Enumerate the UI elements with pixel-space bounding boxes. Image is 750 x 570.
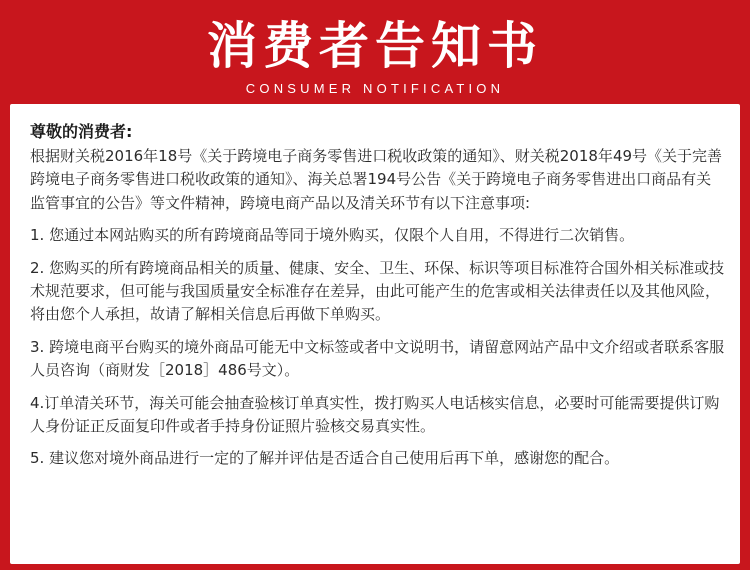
intro-paragraph: 根据财关税2016年18号《关于跨境电子商务零售进口税收政策的通知》、财关税2018年49号《关于完善跨境电子商务零售进口税收政策的通知》、海关总署194号公告《关于跨境电子商务零售进出口商品有关监管事宜的公告》等文件精神，跨境电商产品以及清关环节有以下注意事项: (30, 147, 723, 212)
greeting: 尊敬的消费者: (30, 122, 133, 141)
notice-item-1: 1. 您通过本网站购买的所有跨境商品等同于境外购买，仅限个人自用，不得进行二次销售。 (30, 226, 635, 245)
notice-item-3: 3. 跨境电商平台购买的境外商品可能无中文标签或者中文说明书，请留意网站产品中文介绍或者联系客服人员咨询（商财发［2018］486号文）。 (30, 337, 725, 380)
notice-card (10, 104, 740, 564)
notice-content (30, 118, 726, 480)
page-subtitle: CONSUMER NOTIFICATION (245, 81, 505, 96)
notice-item-2: 2. 您购买的所有跨境商品相关的质量、健康、安全、卫生、环保、标识等项目标准符合国外相关标准或技术规范要求，但可能与我国质量安全标准存在差异，由此可能产生的危害或相关法律责任以及其他风险，将由您个人承担，故请了解相关信息后再做下单购买。 (30, 258, 725, 324)
notice-item-5: 5. 建议您对境外商品进行一定的了解并评估是否适合自己使用后再下单，感谢您的配合。 (30, 449, 620, 468)
page-title: 消费者告知书 (207, 17, 543, 75)
header (0, 0, 750, 100)
notice-item-4: 4.订单清关环节，海关可能会抽查验核订单真实性，拨打购买人电话核实信息，必要时可能需要提供订购人身份证正反面复印件或者手持身份证照片验核交易真实性。 (30, 393, 720, 436)
